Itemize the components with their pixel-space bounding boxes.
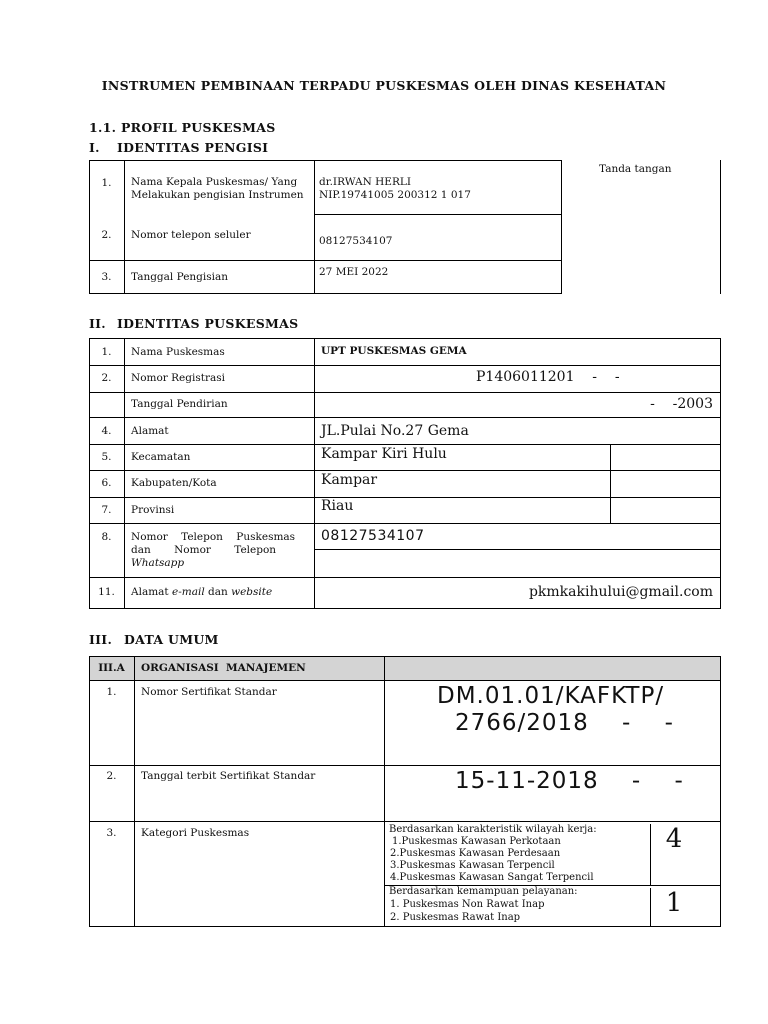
alamat-value: JL.Pulai No.27 Gema xyxy=(321,423,469,439)
pusk-row4-label: Alamat xyxy=(131,425,169,437)
pusk-row6-label: Kabupaten/Kota xyxy=(131,477,217,489)
umum-row3-no: 3. xyxy=(106,827,117,839)
kategori-pelayanan-item-1: 1. Puskesmas Non Rawat Inap xyxy=(390,899,545,910)
pengisi-row1-label: Nama Kepala Puskesmas/ Yang Melakukan pengisian Instrumen xyxy=(131,176,304,201)
pusk-row2-label: Nomor Registrasi xyxy=(131,372,225,384)
kepala-puskesmas-nip: NIP.19741005 200312 1 017 xyxy=(319,189,471,201)
pusk-row11-label: Alamat e-mail dan website xyxy=(131,586,273,598)
pusk-row4-no: 4. xyxy=(101,425,112,437)
umum-row1-no: 1. xyxy=(106,686,117,698)
pusk-row8-label-b: dan Nomor Telepon xyxy=(131,544,277,556)
pusk-row7-label: Provinsi xyxy=(131,504,175,516)
kategori-wilayah-item-1: 1.Puskesmas Kawasan Perkotaan xyxy=(392,836,561,847)
pusk-row2-no: 2. xyxy=(101,372,112,384)
pusk-row1-no: 1. xyxy=(101,346,112,358)
pusk-row8-label-c: Whatsapp xyxy=(131,557,185,569)
pusk-row3-label: Tanggal Pendirian xyxy=(131,398,228,410)
pusk-row1-label: Nama Puskesmas xyxy=(131,346,225,358)
sertifikat-value-a: DM.01.01/KAFKTP/ xyxy=(437,683,665,709)
kategori-wilayah-title: Berdasarkan karakteristik wilayah kerja: xyxy=(389,824,597,835)
kategori-wilayah-item-3: 3.Puskesmas Kawasan Terpencil xyxy=(390,860,555,871)
kategori-wilayah-item-2: 2.Puskesmas Kawasan Perdesaan xyxy=(390,848,561,859)
kabupaten-value: Kampar xyxy=(321,472,378,488)
signature-label: Tanda tangan xyxy=(599,163,672,175)
umum-row2-label: Tanggal terbit Sertifikat Standar xyxy=(141,770,316,782)
section-i-num: I. xyxy=(89,140,100,155)
nama-puskesmas-value: UPT PUSKESMAS GEMA xyxy=(321,345,467,357)
kecamatan-value: Kampar Kiri Hulu xyxy=(321,446,447,462)
pusk-row6-no: 6. xyxy=(101,477,112,489)
document-title: INSTRUMEN PEMBINAAN TERPADU PUSKESMAS OLEH DINAS KESEHATAN xyxy=(101,78,667,93)
pusk-row11-no: 11. xyxy=(98,586,115,598)
section-profil: 1.1. PROFIL PUSKESMAS xyxy=(89,120,276,135)
tanggal-pengisian-value: 27 MEI 2022 xyxy=(319,266,389,278)
pusk-row8-label-a: Nomor Telepon Puskesmas xyxy=(131,531,296,543)
kategori-pelayanan-item-2: 2. Puskesmas Rawat Inap xyxy=(390,912,521,923)
nomor-registrasi-value: P1406011201 - - xyxy=(476,369,620,385)
pusk-row7-no: 7. xyxy=(101,504,112,516)
umum-header-code: III.A xyxy=(98,662,125,674)
pengisi-phone-value: 08127534107 xyxy=(319,235,393,247)
kategori-pelayanan-title: Berdasarkan kemampuan pelayanan: xyxy=(389,886,578,897)
section-i-label: IDENTITAS PENGISI xyxy=(117,140,269,155)
kategori-wilayah-item-4: 4.Puskesmas Kawasan Sangat Terpencil xyxy=(390,872,594,883)
pengisi-row3-label: Tanggal Pengisian xyxy=(131,271,229,283)
kategori-pelayanan-value: 1 xyxy=(665,888,683,918)
sertifikat-value-b: 2766/2018 - - xyxy=(455,710,674,736)
tanggal-pendirian-value: - -2003 xyxy=(650,396,713,412)
section-iii-label: DATA UMUM xyxy=(124,632,219,647)
umum-row1-label: Nomor Sertifikat Standar xyxy=(141,686,277,698)
pengisi-row2-no: 2. xyxy=(101,229,112,241)
email-value: pkmkakihului@gmail.com xyxy=(528,584,713,600)
pengisi-row1-no: 1. xyxy=(101,177,112,189)
section-ii-num: II. xyxy=(89,316,106,331)
umum-row2-no: 2. xyxy=(106,770,117,782)
pengisi-row2-label: Nomor telepon seluler xyxy=(131,229,251,241)
section-iii-num: III. xyxy=(89,632,113,647)
umum-header-label: ORGANISASI MANAJEMEN xyxy=(141,662,306,674)
telepon-puskesmas-value: 08127534107 xyxy=(321,528,425,544)
pusk-row5-label: Kecamatan xyxy=(131,451,191,463)
kepala-puskesmas-name: dr.IRWAN HERLI xyxy=(319,176,411,188)
kategori-wilayah-value: 4 xyxy=(665,824,683,854)
umum-row3-label: Kategori Puskesmas xyxy=(141,827,250,839)
provinsi-value: Riau xyxy=(321,498,354,514)
pusk-row5-no: 5. xyxy=(101,451,112,463)
pusk-row8-no: 8. xyxy=(101,531,112,543)
tanggal-sertifikat-value: 15-11-2018 - - xyxy=(455,768,684,794)
section-ii-label: IDENTITAS PUSKESMAS xyxy=(117,316,299,331)
pengisi-row3-no: 3. xyxy=(101,271,112,283)
